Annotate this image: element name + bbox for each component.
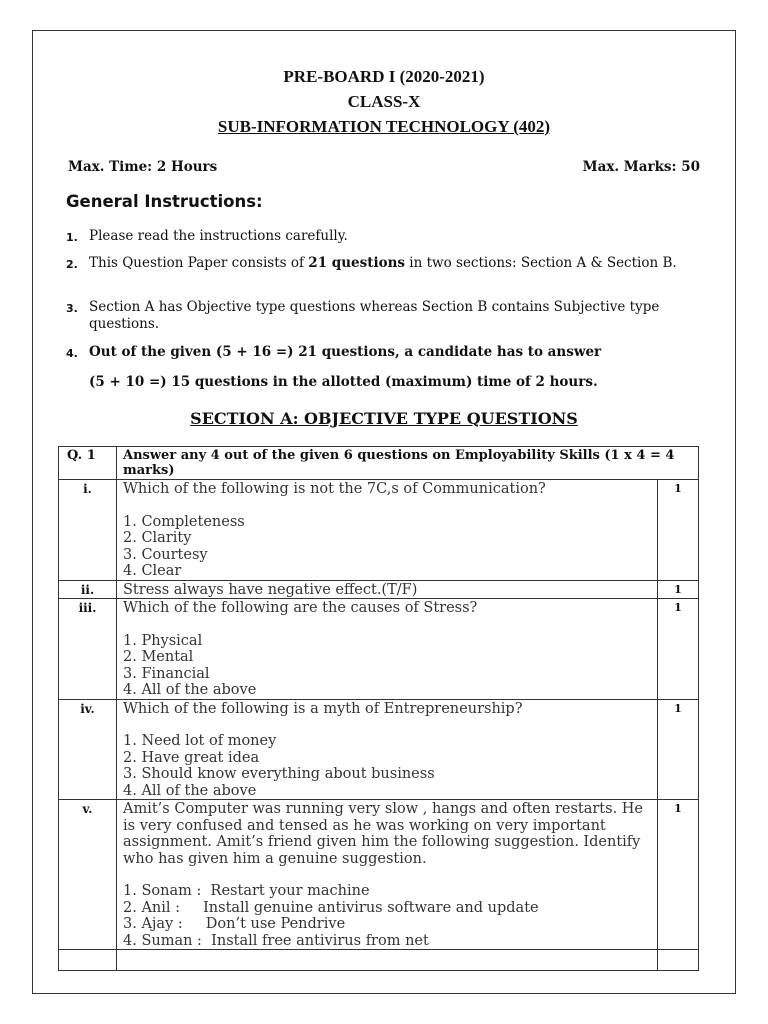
sub-question-number: v. [59,800,117,950]
question-text: Stress always have negative effect.(T/F) [123,581,418,598]
question-row [59,580,699,599]
instruction-2: 2. This Question Paper consists of 21 questions in two sections: Section A & Section B. [66,255,677,271]
answer-option: 4. All of the above [123,782,257,799]
instruction-4: 4. Out of the given (5 + 16 =) 21 questions, a candidate has to answer [66,344,602,360]
answer-option: 1. Need lot of money [123,733,277,749]
question-number: Q. 1 [59,447,117,480]
sub-question-number: iv. [59,699,117,800]
question-body [117,580,658,599]
answer-option: 4. All of the above [123,682,257,698]
answer-option: 3. Ajay : Don’t use Pendrive [123,916,346,932]
section-a-title: SECTION A: OBJECTIVE TYPE QUESTIONS [190,409,578,428]
answer-option: 4. Clear [123,563,182,579]
answer-option: 1. Sonam : Restart your machine [123,883,370,899]
answer-option: 4. Suman : Install free antivirus from net [123,932,429,949]
marks: 1 [658,480,699,581]
subject-title: SUB-INFORMATION TECHNOLOGY (402) [217,117,551,136]
question-body [117,800,658,950]
answer-option: 2. Mental [123,649,194,665]
answer-option: 3. Should know everything about business [123,766,435,782]
question-row [59,599,699,700]
question-row [59,800,699,950]
question-body [117,699,658,800]
question-header-row [59,447,699,480]
question-text: Which of the following is a myth of Entrepreneurship? [123,700,523,717]
marks: 1 [658,599,699,700]
sub-question-number: iii. [59,599,117,700]
questions-table [58,446,699,971]
marks: 1 [658,699,699,800]
question-body [117,599,658,700]
sub-question-number: i. [59,480,117,581]
marks: 1 [658,580,699,599]
page-frame [32,30,736,994]
marks: 1 [658,800,699,950]
question-text: Which of the following is not the 7C,s of Communication? [123,481,546,497]
question-row [59,480,699,581]
answer-option: 1. Completeness [123,513,245,530]
class-title: CLASS-X [347,92,421,111]
answer-option: 3. Courtesy [123,546,208,563]
answer-option: 3. Financial [123,665,210,682]
exam-title: PRE-BOARD I (2020-2021) [283,67,485,86]
question-row [59,699,699,800]
instruction-3: 3. Section A has Objective type questions whereas Section B contains Subjective type questions. [66,299,660,332]
answer-option: 2. Anil : Install genuine antivirus software and update [123,899,539,916]
question-text: Amit’s Computer was running very slow , hangs and often restarts. He is very confused and tensed as he was working on very important assignment. Amit’s friend given him the following suggestion. Identify who has given him a genuine suggestion. [123,801,644,867]
question-text: Which of the following are the causes of Stress? [123,600,478,616]
instruction-1: 1. Please read the instructions carefully. [66,228,348,244]
empty-row [59,950,699,971]
max-time: Max. Time: 2 Hours [68,159,218,175]
instructions-title: General Instructions: [66,192,263,211]
sub-question-number: ii. [59,580,117,599]
answer-option: 2. Clarity [123,530,192,546]
answer-option: 2. Have great idea [123,749,260,766]
max-marks: Max. Marks: 50 [582,159,700,175]
instruction-4-continued: (5 + 10 =) 15 questions in the allotted (maximum) time of 2 hours. [89,374,598,390]
question-body [117,480,658,581]
answer-option: 1. Physical [123,632,203,649]
question-header: Answer any 4 out of the given 6 questions on Employability Skills (1 x 4 = 4 marks) [117,447,699,480]
